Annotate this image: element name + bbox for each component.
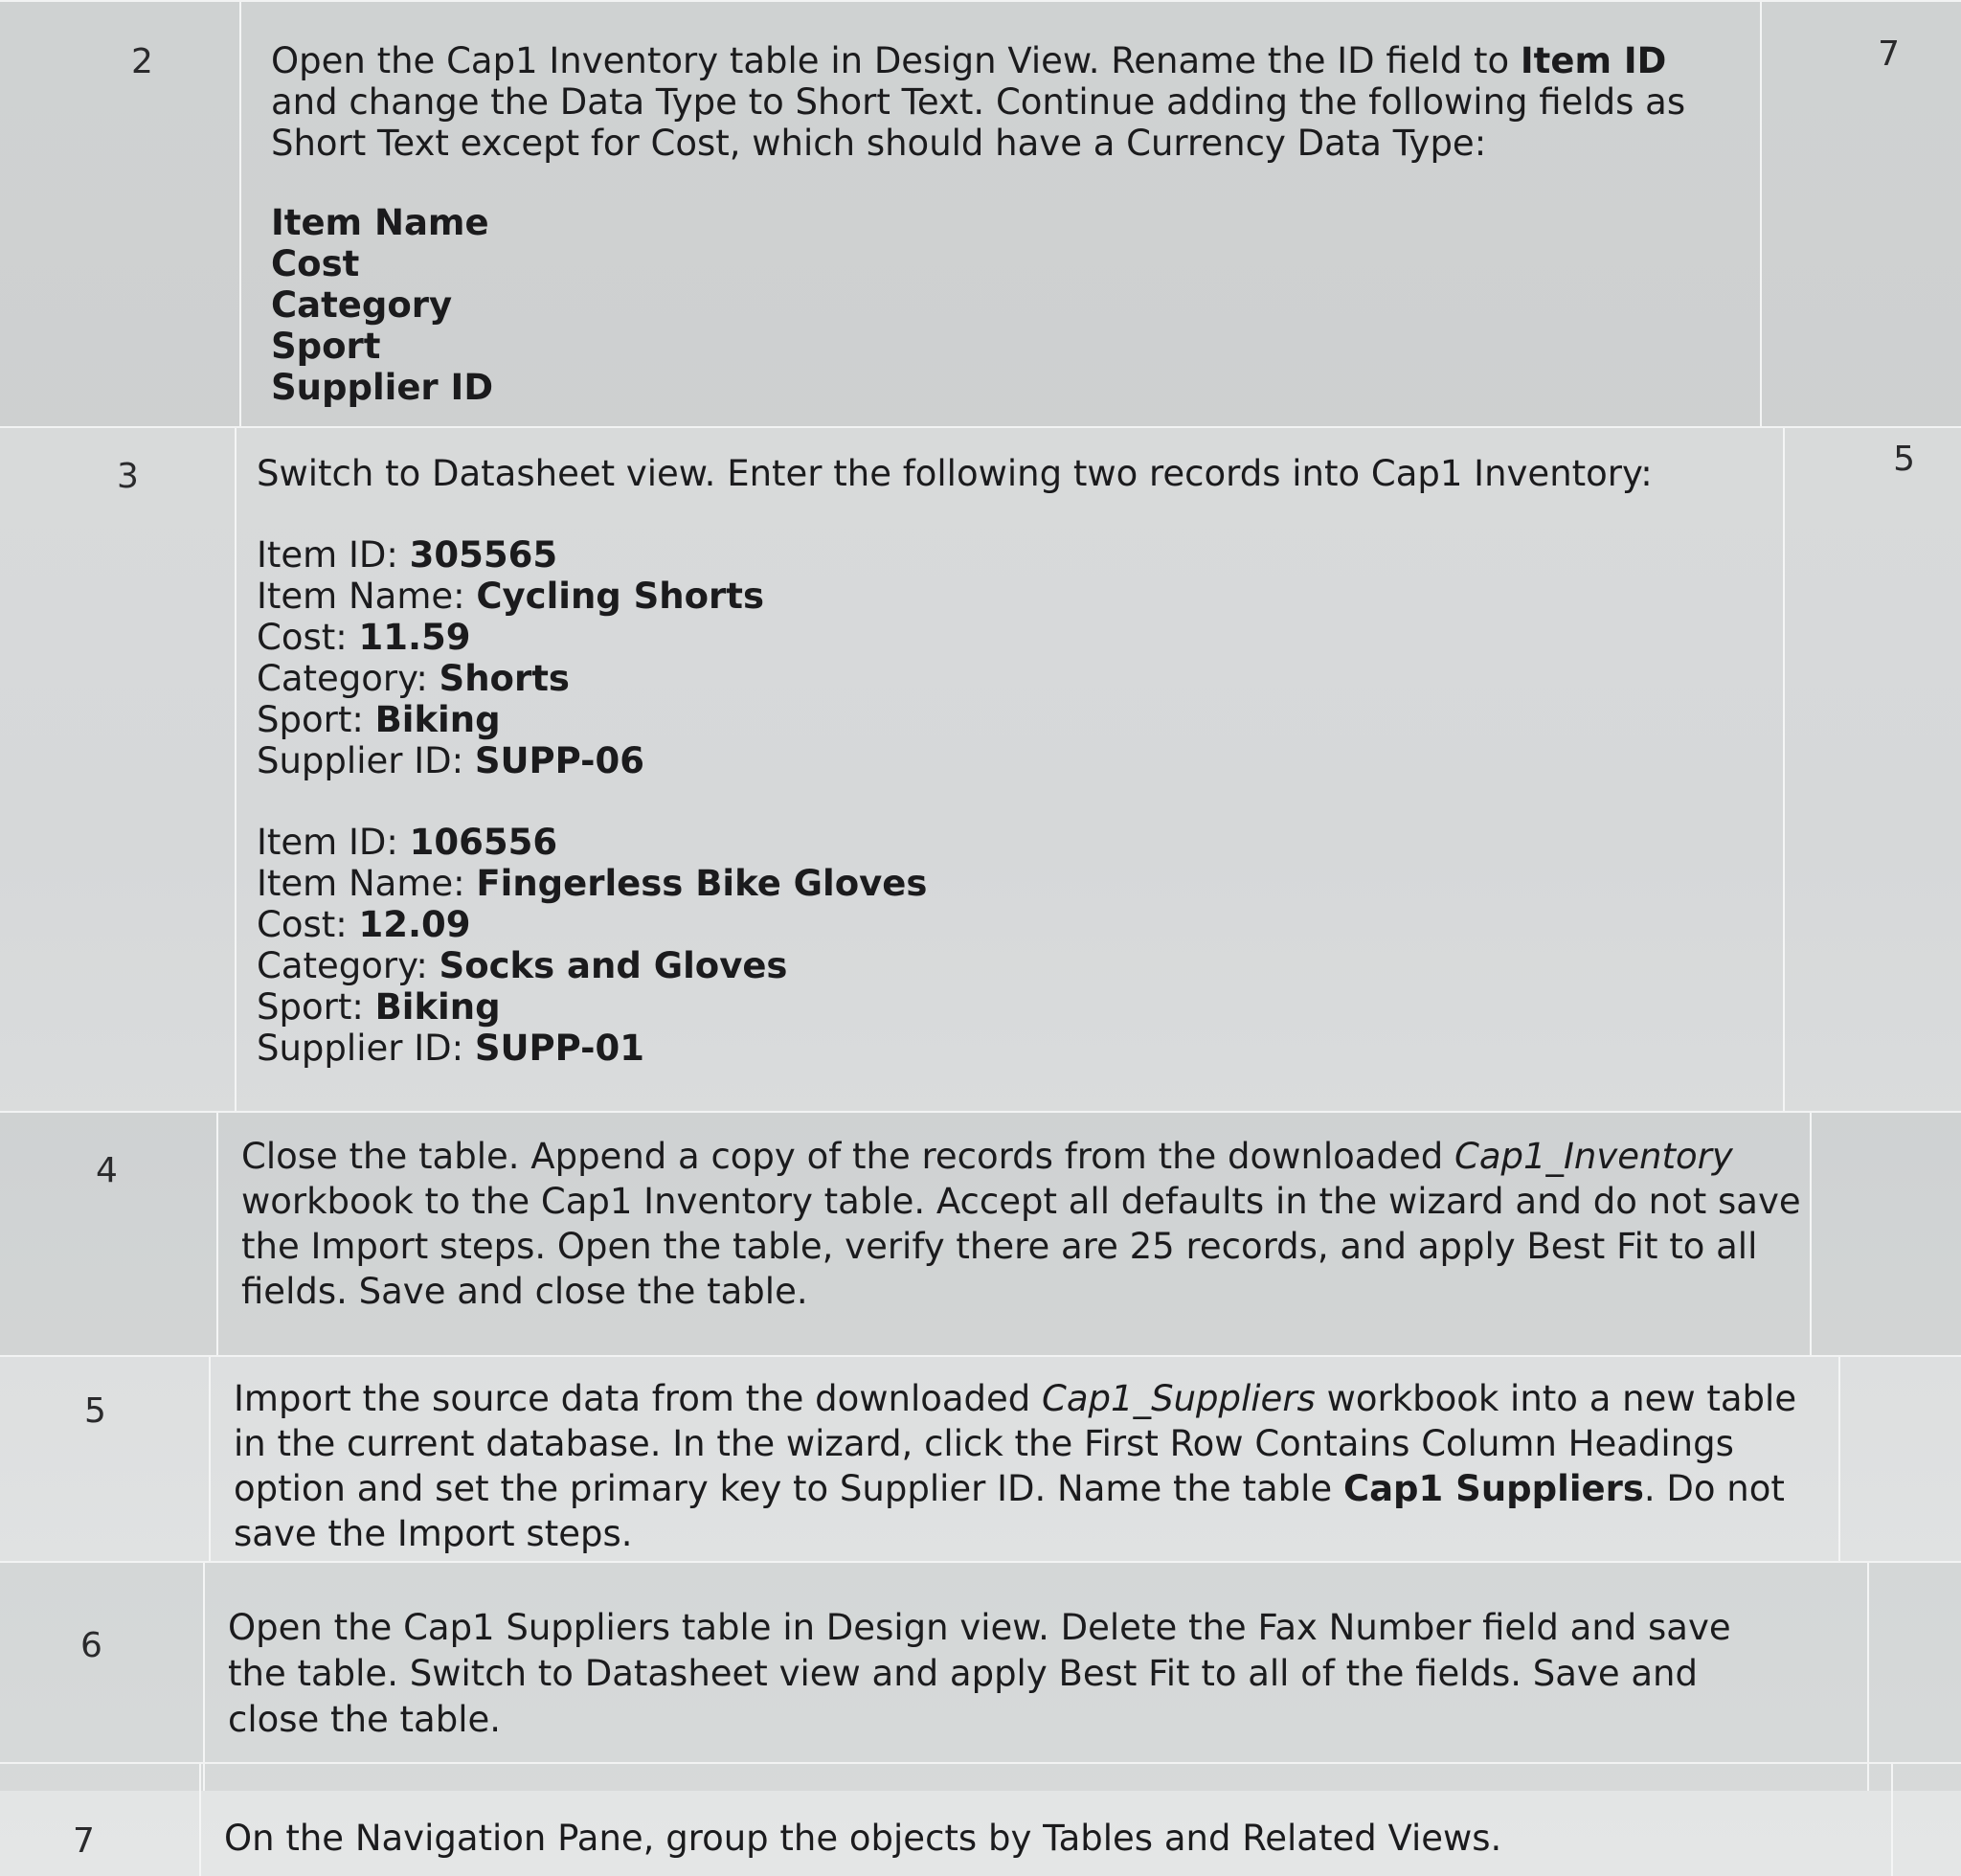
record-1: Item ID: 305565 Item Name: Cycling Shorts Cost: 11.59 Category: Shorts Sport: Biking Supplier ID: SUPP-06 [257, 534, 765, 781]
step-instructions [241, 1134, 1802, 1314]
step-points: 5 [1893, 440, 1915, 479]
step-number: 4 [96, 1151, 118, 1190]
step-number: 7 [73, 1821, 95, 1861]
step-number: 2 [131, 42, 153, 81]
step-row-7 [0, 1762, 1961, 1876]
column-divider [216, 1113, 218, 1355]
step-text: Open the Cap1 Inventory table in Design View. Rename the ID field to Item ID and change the Data Type to Short Text. Continue adding the following fields as Short Text except for Cost, which should have a Currency Data Type: [271, 40, 1686, 164]
column-divider [1867, 1563, 1869, 1791]
step-points: 7 [1878, 34, 1900, 74]
step-row-2 [0, 0, 1961, 426]
field-name: Category [271, 284, 453, 326]
column-divider [1810, 1113, 1812, 1355]
step-text: On the Navigation Pane, group the objects by Tables and Related Views. [224, 1818, 1502, 1859]
field-name: Sport [271, 326, 381, 367]
step-row-3 [0, 426, 1961, 1111]
step-row-6 [0, 1561, 1961, 1791]
column-divider [199, 1764, 201, 1876]
step-row-5 [0, 1355, 1961, 1561]
column-divider [235, 428, 237, 1111]
field-name: Item Name [271, 202, 489, 243]
column-divider [239, 2, 241, 426]
column-divider [1783, 428, 1785, 1111]
step-text: Switch to Datasheet view. Enter the following two records into Cap1 Inventory: [257, 453, 1653, 494]
step-text: Open the Cap1 Suppliers table in Design view. Delete the Fax Number field and save the table. Switch to Datasheet view and apply Best Fit to all of the fields. Save and close the table. [228, 1607, 1731, 1740]
column-divider [1760, 2, 1762, 426]
field-name: Cost [271, 243, 360, 284]
step-text: Import the source data from the downloaded Cap1_Suppliers workbook into a new table in the current database. In the wizard, click the First Row Contains Column Headings option and set the primary key to Supplier ID. Name the table Cap1 Suppliers. Do not save the Import steps. [234, 1378, 1797, 1554]
record-2: Item ID: 106556 Item Name: Fingerless Bike Gloves Cost: 12.09 Category: Socks and Gloves Sport: Biking Supplier ID: SUPP-01 [257, 822, 928, 1069]
field-list [271, 202, 1726, 408]
step-instructions [234, 1376, 1823, 1556]
step-instructions [224, 1818, 1852, 1859]
column-divider [203, 1563, 205, 1791]
step-row-4 [0, 1111, 1961, 1355]
step-number: 6 [80, 1626, 102, 1665]
column-divider [1891, 1764, 1893, 1876]
step-number: 3 [117, 457, 139, 496]
field-name: Supplier ID [271, 367, 494, 408]
column-divider [1838, 1357, 1840, 1561]
column-divider [209, 1357, 211, 1561]
step-text: Close the table. Append a copy of the records from the downloaded Cap1_Inventory workbook to the Cap1 Inventory table. Accept all defaults in the wizard and do not save the Import steps. Open the table, verify there are 25 records, and apply Best Fit to all fields. Save and close the table. [241, 1136, 1801, 1312]
step-instructions [271, 40, 1726, 408]
step-number: 5 [84, 1391, 106, 1431]
step-instructions [228, 1605, 1760, 1743]
step-instructions [257, 453, 1750, 1069]
